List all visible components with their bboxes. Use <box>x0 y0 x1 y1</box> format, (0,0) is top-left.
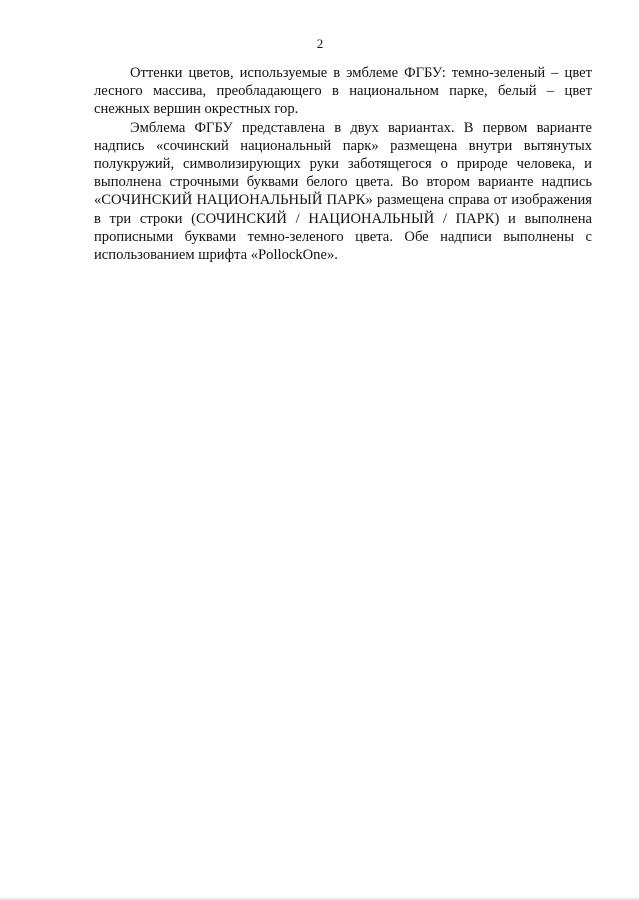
paragraph-colors: Оттенки цветов, используемые в эмблеме ФГБУ: темно-зеленый – цвет лесного массива, преобладающего в национальном парке, белый – цвет снежных вершин окрестных гор. <box>94 65 592 118</box>
page-number: 2 <box>316 36 324 51</box>
document-body <box>94 64 592 264</box>
paragraph-emblem-variants: Эмблема ФГБУ представлена в двух вариантах. В первом варианте надпись «сочинский национальный парк» размещена внутри вытянутых полукружий, символизирующих руки заботящегося о природе человека, и выполнена строчными буквами белого цвета. Во втором варианте надпись «СОЧИНСКИЙ НАЦИОНАЛЬНЫЙ ПАРК» размещена справа от изображения в три строки (СОЧИНСКИЙ / НАЦИОНАЛЬНЫЙ / ПАРК) и выполнена прописными буквами темно-зеленого цвета. Обе надписи выполнены с использованием шрифта «PollockOne». <box>94 119 592 264</box>
